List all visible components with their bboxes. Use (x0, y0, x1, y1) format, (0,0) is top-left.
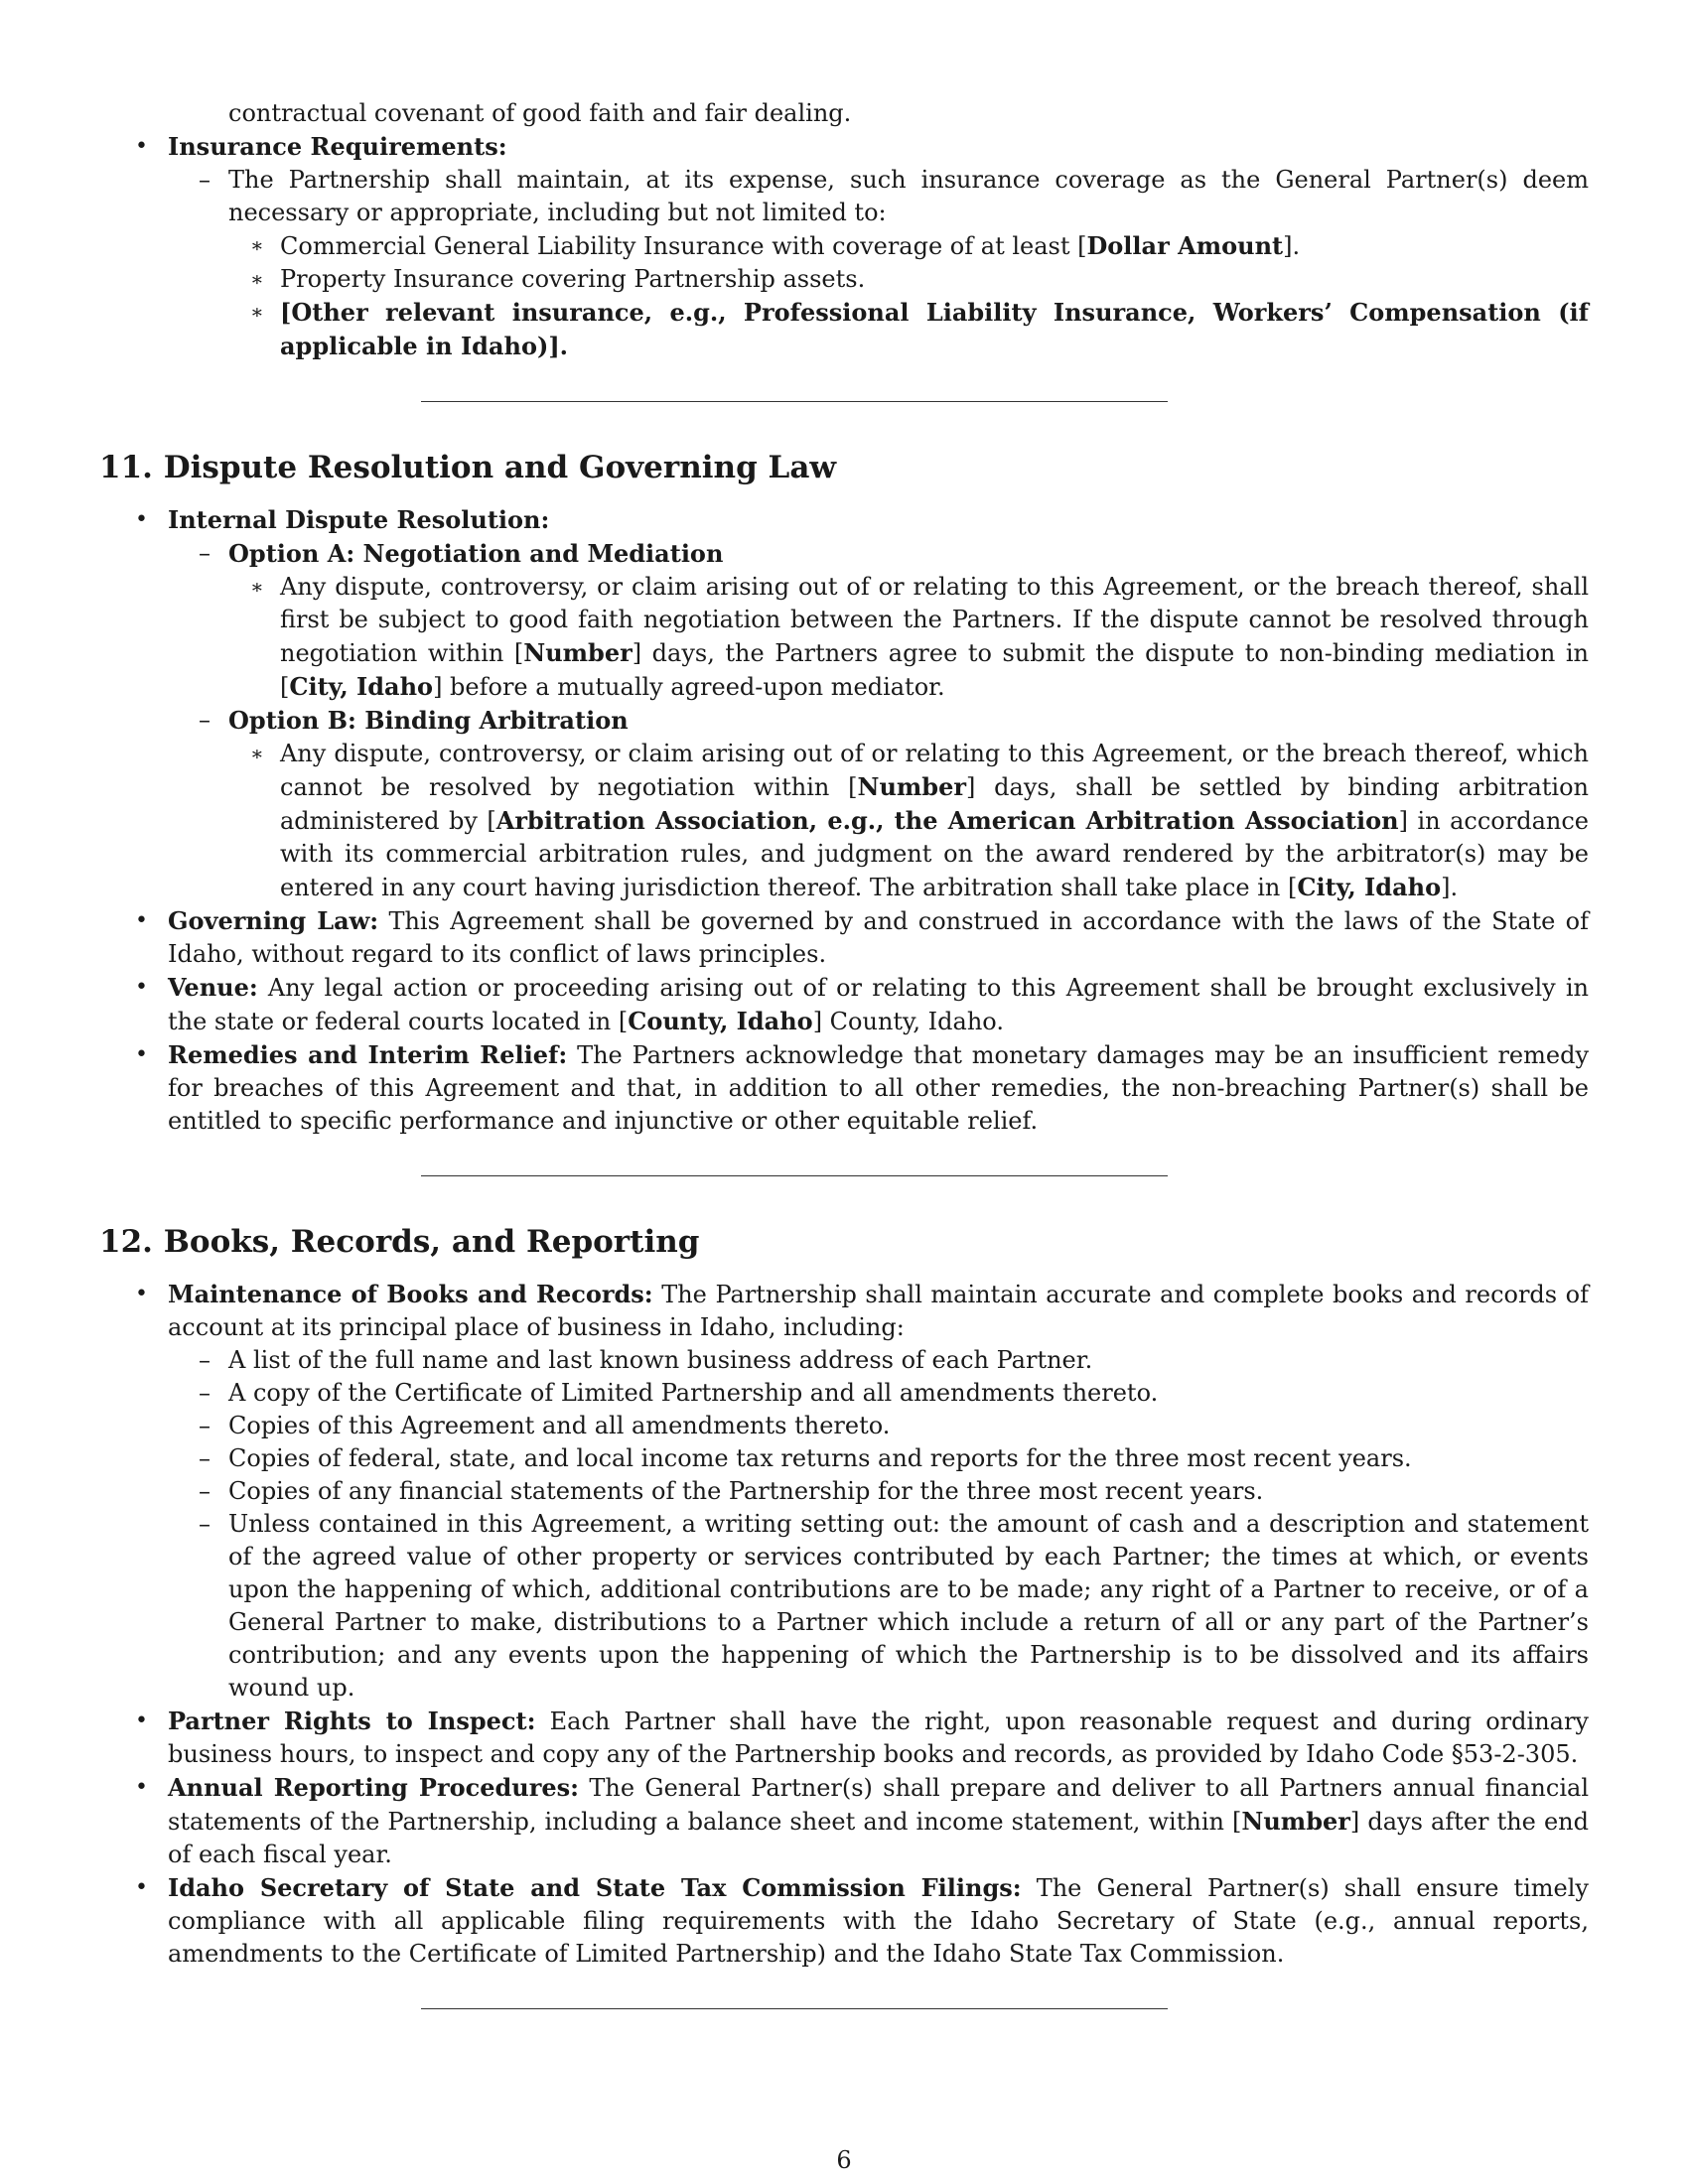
insurance-sub-item (199, 164, 1589, 229)
dash-icon: – (199, 539, 211, 567)
records-item (199, 1377, 1589, 1410)
insurance-sub-text: The Partnership shall maintain, at its expense, such insurance coverage as the General Partner(s) deem necessary or appropriate, including but not limited to: (228, 166, 1589, 226)
list-item-internal-dispute (99, 503, 1589, 537)
city-placeholder: City, Idaho (1297, 873, 1442, 901)
page-number: 6 (836, 2146, 852, 2174)
option-a-text-2: ] days, the Partners agree to submit the dispute to non-binding mediation in [ (280, 639, 1589, 701)
dash-icon: – (199, 1346, 211, 1374)
option-b-text-2: ] days, shall be settled by binding arbitration administered by [ (280, 773, 1589, 835)
list-item-insurance (99, 130, 1589, 164)
option-b-text (250, 738, 1589, 904)
section-11-title: 11. Dispute Resolution and Governing Law (99, 450, 837, 485)
option-a-text-3: ] before a mutually agreed-upon mediator. (433, 673, 945, 701)
records-item (199, 1344, 1589, 1377)
option-b-label: Option B: Binding Arbitration (228, 706, 629, 735)
option-b-text-3: ] in accordance with its commercial arbitration rules, and judgment on the award rendered by the arbitrator(s) may be entered in any court having jurisdiction thereof. The arbitration shall take place in [ (280, 807, 1589, 901)
section-12-list-cont (99, 1705, 1589, 1971)
list-item-filings (99, 1871, 1589, 1971)
list-item-inspect (99, 1705, 1589, 1771)
arbitration-association-placeholder: Arbitration Association, e.g., the American Arbitration Association (495, 806, 1399, 835)
annual-text-2: ] days after the end of each fiscal year. (168, 1808, 1589, 1868)
cgl-text-end: ]. (1283, 232, 1301, 260)
filings-text: The General Partner(s) shall ensure timely compliance with all applicable filing requirements with the Idaho Secretary of State (e.g., annual reports, amendments to the Certificate of Limited Partnership) and the Idaho State Tax Commission. (168, 1874, 1589, 1968)
inspect-label: Partner Rights to Inspect: (168, 1706, 536, 1735)
cgl-text: Commercial General Liability Insurance with coverage of at least [ (280, 232, 1087, 260)
maintenance-label: Maintenance of Books and Records: (168, 1280, 653, 1308)
asterisk-icon: ∗ (250, 742, 264, 765)
asterisk-icon: ∗ (250, 300, 264, 324)
filings-label: Idaho Secretary of State and State Tax Commission Filings: (168, 1873, 1022, 1902)
records-item (199, 1508, 1589, 1705)
bullet-icon: • (135, 1042, 148, 1067)
remedies-label: Remedies and Interim Relief: (168, 1040, 568, 1069)
records-item-text: A list of the full name and last known business address of each Partner. (228, 1346, 1093, 1374)
asterisk-icon: ∗ (250, 575, 264, 599)
county-placeholder: County, Idaho (628, 1007, 813, 1035)
records-item-text: Copies of federal, state, and local income tax returns and reports for the three most recent years. (228, 1444, 1412, 1472)
records-item-text: A copy of the Certificate of Limited Partnership and all amendments thereto. (228, 1379, 1159, 1407)
remedies-text: The Partners acknowledge that monetary damages may be an insufficient remedy for breaches of this Agreement and that, in addition to all other remedies, the non-breaching Partner(s) shall be entitled to specific performance and injunctive or other equitable relief. (168, 1041, 1590, 1135)
venue-text-1: Any legal action or proceeding arising out of or relating to this Agreement shall be brought exclusively in the state or federal courts located in [ (168, 974, 1589, 1035)
records-item-text: Unless contained in this Agreement, a writing setting out: the amount of cash and a description and statement of the agreed value of other property or services contributed by each Partner; the times at which, or events upon the happening of which, additional contributions are to be made; any right of a Partner to receive, or of a General Partner to make, distributions to a Partner which include a return of all or any part of the Partner’s contribution; and any events upon the happening of which the Partnership is to be dissolved and its affairs wound up. (228, 1510, 1589, 1702)
dash-icon: – (199, 1477, 211, 1505)
records-item (199, 1475, 1589, 1508)
insurance-list (99, 130, 1589, 164)
annual-reporting-label: Annual Reporting Procedures: (168, 1773, 579, 1802)
maintenance-text: The Partnership shall maintain accurate and complete books and records of account at its principal place of business in Idaho, including: (168, 1281, 1589, 1341)
list-item-venue (99, 971, 1589, 1038)
city-placeholder: City, Idaho (289, 672, 434, 701)
option-b-text-4: ]. (1441, 874, 1459, 901)
bullet-icon: • (135, 908, 148, 933)
number-placeholder: Number (1241, 1807, 1350, 1836)
venue-text-2: ] County, Idaho. (812, 1008, 1004, 1035)
option-a-item (199, 537, 1589, 571)
records-item (199, 1442, 1589, 1475)
list-item-maintenance (99, 1278, 1589, 1344)
records-item-text: Copies of any financial statements of the Partnership for the three most recent years. (228, 1477, 1264, 1505)
records-item-text: Copies of this Agreement and all amendments thereto. (228, 1412, 891, 1439)
list-item-remedies (99, 1038, 1589, 1138)
bullet-icon: • (135, 134, 148, 159)
annual-text-1: The General Partner(s) shall prepare and deliver to all Partners annual financial statements of the Partnership, including a balance sheet and income statement, within [ (168, 1774, 1589, 1836)
asterisk-icon: ∗ (250, 267, 264, 291)
bullet-icon: • (135, 975, 148, 1000)
dollar-amount-placeholder: Dollar Amount (1086, 231, 1284, 260)
asterisk-icon: ∗ (250, 233, 264, 257)
section-divider (421, 1175, 1168, 1176)
governing-law-label: Governing Law: (168, 906, 379, 935)
section-12-title: 12. Books, Records, and Reporting (99, 1224, 700, 1260)
insurance-property-item (250, 263, 1589, 296)
bullet-icon: • (135, 1282, 148, 1306)
bullet-icon: • (135, 507, 148, 532)
section-divider (421, 2008, 1168, 2009)
option-b-text-1: Any dispute, controversy, or claim arising out of or relating to this Agreement, or the breach thereof, which cannot be resolved by negotiation within [ (280, 740, 1589, 801)
insurance-other-item (250, 296, 1589, 363)
section-11-list-cont (99, 904, 1589, 1138)
option-a-label: Option A: Negotiation and Mediation (228, 539, 724, 568)
governing-law-text: This Agreement shall be governed by and construed in accordance with the laws of the State of Idaho, without regard to its conflict of laws principles. (168, 907, 1589, 968)
list-item-annual-reporting (99, 1771, 1589, 1871)
insurance-cgl-item (250, 229, 1589, 263)
option-a-text-1: Any dispute, controversy, or claim arising out of or relating to this Agreement, or the breach thereof, shall first be subject to good faith negotiation between the Partners. If the dispute cannot be resolved through negotiation within [ (280, 573, 1589, 667)
option-a-text (250, 571, 1589, 704)
bullet-icon: • (135, 1875, 148, 1900)
dash-icon: – (199, 1444, 211, 1472)
section-12-list (99, 1278, 1589, 1344)
continuation-text: contractual covenant of good faith and fair dealing. (228, 99, 852, 127)
insurance-label: Insurance Requirements: (168, 132, 507, 161)
dash-icon: – (199, 1510, 211, 1538)
document-page (99, 97, 1589, 2009)
property-text: Property Insurance covering Partnership assets. (280, 265, 866, 293)
venue-label: Venue: (168, 973, 258, 1002)
bullet-icon: • (135, 1708, 148, 1733)
bullet-icon: • (135, 1775, 148, 1800)
dash-icon: – (199, 1379, 211, 1407)
dash-icon: – (199, 706, 211, 734)
inspect-text: Each Partner shall have the right, upon reasonable request and during ordinary business hours, to inspect and copy any of the Partnership books and records, as provided by Idaho Code §53-2-305. (168, 1707, 1589, 1768)
section-11-list (99, 503, 1589, 537)
option-b-item (199, 704, 1589, 738)
dash-icon: – (199, 166, 211, 194)
other-insurance-placeholder: [Other relevant insurance, e.g., Professional Liability Insurance, Workers’ Compensation (if applicable in Idaho)]. (280, 298, 1589, 360)
number-placeholder: Number (857, 772, 966, 801)
records-item (199, 1410, 1589, 1442)
section-divider (421, 401, 1168, 402)
internal-dispute-label: Internal Dispute Resolution: (168, 505, 550, 534)
list-item-governing-law (99, 904, 1589, 971)
dash-icon: – (199, 1412, 211, 1439)
number-placeholder: Number (523, 638, 633, 667)
